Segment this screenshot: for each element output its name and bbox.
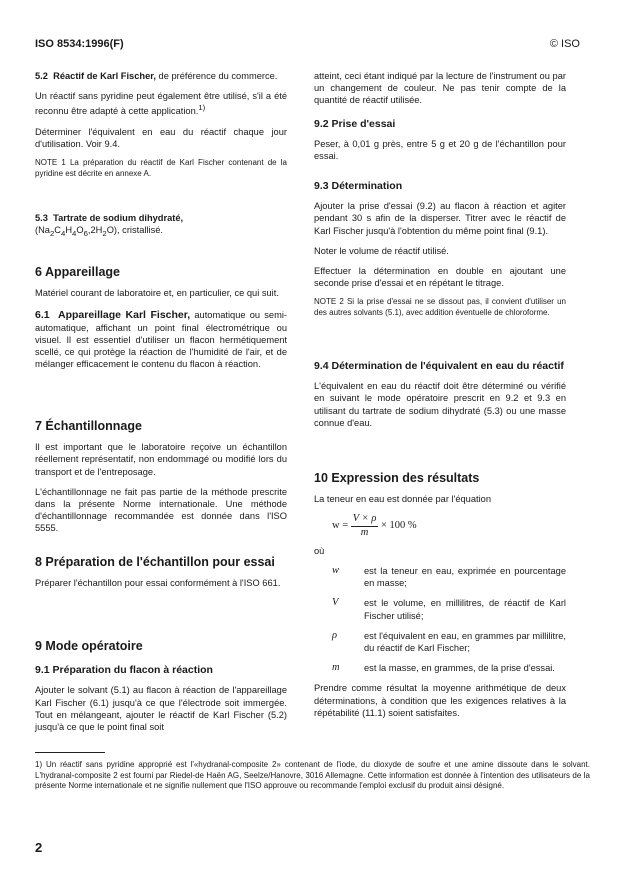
clause-5-2-number: 5.2: [35, 71, 48, 81]
clause-6-1-text: automatique ou semi-automatique, affichant un point final électrométrique ou visuel. Il est essentiel d'utiliser un flacon hermétiquement scellé, ce qui protège la réaction de l'humidité de l'air, et de mélanger efficacement le contenu du flacon à réaction.: [35, 310, 287, 370]
equation-denominator: m: [360, 526, 369, 538]
section-9: [35, 640, 287, 741]
clause-5-2-para1: Un réactif sans pyridine peut également être utilisé, s'il a été reconnu être adapté à cette application.: [35, 91, 287, 117]
definition-row: [314, 630, 566, 654]
heading-6: 6 Appareillage: [35, 265, 120, 279]
footnote-ref: 1): [198, 103, 206, 113]
section-5-3: [35, 212, 287, 248]
section-7-para2: L'échantillonnage ne fait pas partie de la méthode prescrite dans la présente Norme internationale. Une méthode d'échantillonnage recommandée est donnée dans l'ISO 5555.: [35, 486, 287, 534]
section-9-3-para2: Noter le volume de réactif utilisé.: [314, 245, 449, 256]
clause-5-2-para2: Déterminer l'équivalent en eau du réactif chaque jour d'utilisation. Voir 9.4.: [35, 126, 287, 149]
heading-9-2: 9.2 Prise d'essai: [314, 118, 396, 130]
definition-text: est le volume, en millilitres, de réactif de Karl Fischer utilisé;: [364, 598, 566, 621]
equation-rhs: × 100 %: [381, 520, 417, 532]
section-9-2: [314, 118, 566, 171]
clause-6-1-number: 6.1: [35, 309, 50, 322]
definition-row: [314, 662, 566, 674]
section-8: [35, 556, 287, 597]
section-9-4: [314, 360, 566, 437]
definition-symbol: w: [332, 565, 340, 577]
clause-5-2-title: Réactif de Karl Fischer,: [53, 71, 156, 81]
section-6: [35, 266, 287, 378]
equation-numerator: V × ρ: [351, 513, 379, 526]
section-6-para: Matériel courant de laboratoire et, en particulier, ce qui suit.: [35, 288, 279, 299]
definition-symbol: ρ: [332, 629, 338, 641]
clause-5-3-title: Tartrate de sodium dihydraté,: [53, 213, 184, 223]
section-9-3-para1: Ajouter la prise d'essai (9.2) au flacon à réaction et agiter pendant 30 s afin de la disperser. Titrer avec le réactif de Karl Fischer jusqu'à l'obtention du même point final (9.1).: [314, 201, 566, 236]
section-9-3: [314, 180, 566, 328]
copyright: © ISO: [549, 38, 580, 50]
page-number: 2: [35, 840, 43, 855]
clause-5-3-number: 5.3: [35, 213, 48, 223]
footnote-rule: [35, 752, 105, 753]
standard-id: ISO 8534:1996(F): [35, 38, 124, 50]
where-label: où: [314, 545, 325, 556]
equation-fraction: [351, 513, 379, 538]
symbol-definitions: [314, 565, 566, 674]
section-10-para2: Prendre comme résultat la moyenne arithmétique de deux déterminations, à condition que les exigences relatives à la répétabilité (11.1) soient satisfaites.: [314, 683, 566, 718]
section-10: [314, 472, 566, 727]
definition-text: est la teneur en eau, exprimée en pourcentage en masse;: [364, 566, 566, 589]
equation: [332, 513, 566, 538]
definition-text: est la masse, en grammes, de la prise d'essai.: [364, 663, 555, 674]
definition-text: est l'équivalent en eau, en grammes par millilitre, du réactif de Karl Fischer;: [364, 630, 566, 654]
clause-6-1-title: Appareillage Karl Fischer,: [58, 309, 191, 322]
note-1: NOTE 1 La préparation du réactif de Karl Fischer contenant de la pyridine est décrite en annexe A.: [35, 158, 287, 178]
section-9-4-para: L'équivalent en eau du réactif doit être déterminé ou vérifié en suivant le mode opératoire prescrit en 9.2 et 9.3 en utilisant du tartrate de sodium dihydraté (5.3) ou une masse connue d'eau.: [314, 381, 566, 428]
section-9-2-para: Peser, à 0,01 g près, entre 5 g et 20 g de l'échantillon pour essai.: [314, 139, 566, 162]
definition-symbol: m: [332, 662, 340, 674]
section-7: [35, 420, 287, 543]
section-10-para1: La teneur en eau est donnée par l'équation: [314, 494, 492, 505]
heading-9-1: 9.1 Préparation du flacon à réaction: [35, 664, 213, 677]
continuation: [314, 70, 566, 115]
heading-9-4: 9.4 Détermination de l'équivalent en eau du réactif: [314, 360, 564, 372]
definition-symbol: V: [332, 597, 339, 609]
definition-row: [314, 565, 566, 589]
section-8-para: Préparer l'échantillon pour essai conformément à l'ISO 661.: [35, 578, 281, 589]
section-7-para1: Il est important que le laboratoire reçoive un échantillon réellement représentatif, non endommagé ou modifié lors du transport et de l'entreposage.: [35, 442, 287, 477]
equation-lhs: w =: [332, 520, 349, 532]
definition-row: [314, 597, 566, 621]
clause-5-2-text: de préférence du commerce.: [155, 71, 278, 81]
heading-9: 9 Mode opératoire: [35, 639, 143, 653]
section-9-1-para: Ajouter le solvant (5.1) au flacon à réaction de l'appareillage Karl Fischer (6.1) jusqu'à ce que l'électrode soit immergée. Tout en mélangeant, ajouter le réactif de Karl Fischer (5.2) jusqu'à ce que le point final soit: [35, 685, 287, 733]
note-2: NOTE 2 Si la prise d'essai ne se dissout pas, il convient d'utiliser un des autres solvants (5.1), avec addition éventuelle de chloroforme.: [314, 297, 566, 317]
heading-7: 7 Échantillonnage: [35, 419, 142, 433]
continuation-para: atteint, ceci étant indiqué par la lecture de l'instrument ou par un changement de couleur. Ne pas tenir compte de la quantité de réactif utilisée.: [314, 71, 566, 106]
section-9-3-para3: Effectuer la détermination en double en ajoutant une seconde prise d'essai et en répétant le titrage.: [314, 266, 566, 289]
heading-10: 10 Expression des résultats: [314, 471, 480, 485]
heading-9-3: 9.3 Détermination: [314, 180, 403, 192]
footnote: 1) Un réactif sans pyridine approprié est l'«hydranal-composite 2» contenant de l'iode, du dioxyde de soufre et une amine dissoute dans le solvant. L'hydranal-composite 2 est fourni par Riedel-de Haën AG, Seelze/Hanovre, 3016 Allemagne. Cette information est donnée à l'intention des utilisateurs de la présente Norme internationale et ne signifie nullement que l'ISO approuve ou recommande l'emploi exclusif du produit ainsi désigné.: [35, 760, 590, 790]
chemical-formula: $(Na_2C_4H_4O_6,2H_2O)$, cristallisé.: [35, 225, 163, 239]
section-5-2: [35, 70, 287, 189]
heading-8: 8 Préparation de l'échantillon pour essai: [35, 555, 275, 569]
